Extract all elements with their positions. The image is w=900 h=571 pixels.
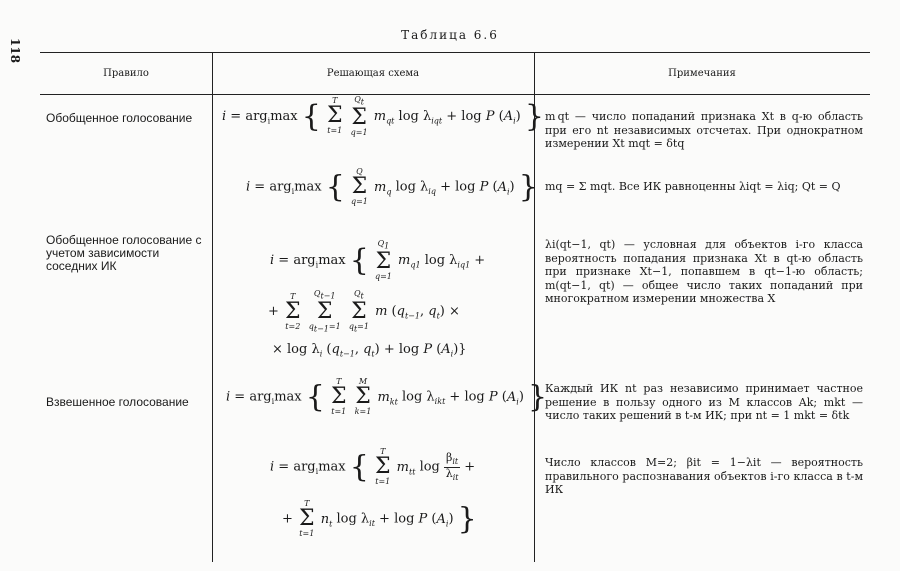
note-1: m qt — число попаданий признака Xt в q-ю область при его nt независимых отсчетах. При однократном измерении Xt mqt = δtq — [545, 110, 863, 150]
formula-5: i = arg$_i$max { T Σ t=1 $m_{tt}$ log $\frac{\beta_{it}}{\lambda_{it}}$ + — [270, 447, 476, 486]
note-2: mq = Σ mqt. Все ИК равноценны λiqt = λiq; Qt = Q — [545, 180, 841, 193]
column-header-scheme: Решающая схема — [326, 68, 420, 79]
header-bottom-rule — [40, 94, 870, 95]
formula-3-line-2: + T Σ t=2 $Q_{t-1}$ Σ $q_{t-1}=1$ $Q_t$ Σ $q_t=1$ m ($q_{t-1}$, $q_t$) × — [268, 289, 460, 334]
table-caption: Таблица 6.6 — [401, 28, 499, 42]
column-divider-1 — [212, 52, 213, 562]
formula-3-line-3: × $\log \lambda_i$ ($q_{t-1}$, $q_t) + \log P$ $(A_i)$} — [272, 342, 467, 359]
note-3: λi(qt−1, qt) — условная для объектов i-го класса вероятность попадания признака Xt в qt-ю область при признаке Xt−1, попавшем в qt−1-ю область; m(qt−1, qt) — общее число таких попаданий при многократном измерении множества X — [545, 238, 863, 305]
rule-name: Обобщенное голосование с учетом зависимости соседних ИК — [46, 233, 202, 273]
formula-5-line-2: + T Σ t=1 $n_t$ $\log \lambda_{it} + \log P$ $(A_i)$ } — [282, 499, 477, 538]
note-5: Число классов M=2; βit = 1−λit — вероятность правильного распознавания объектов i-го класса в t-м ИК — [545, 456, 863, 496]
rule-name: Обобщенное голосование — [46, 111, 193, 125]
formula-4: i = arg$_i$max { T Σ t=1 M Σ k=1 $m_{kt}$ $\log \lambda_{ikt} + \log P$ $(A_i)$ } — [226, 377, 548, 416]
column-header-rule: Правило — [103, 68, 149, 79]
page-number: 118 — [8, 38, 22, 64]
formula-3: i = arg$_i$max { $Q_1$ Σ q=1 $m_{q1}$ $\log \lambda_{iq1}$ + — [270, 239, 486, 281]
header-top-rule — [40, 52, 870, 53]
formula-2: i = arg$_i$max { Q Σ q=1 $m_q$ $\log \lambda_{iq} + \log P$ $(A_i)$ } — [246, 167, 538, 206]
rule-name: Взвешенное голосование — [46, 395, 189, 409]
column-header-notes: Примечания — [668, 68, 736, 79]
formula-1: i = arg$_i$max { T Σ t=1 $Q_t$ Σ q=1 $m_{qt}$ $\log \lambda_{iqt} + \log P$ $(A_i)$ } — [222, 95, 544, 137]
note-4: Каждый ИК nt раз независимо принимает частное решение в пользу одного из M классов Ak; mkt — число таких решений в t-м ИК; при nt = 1 mkt = δtk — [545, 382, 863, 422]
